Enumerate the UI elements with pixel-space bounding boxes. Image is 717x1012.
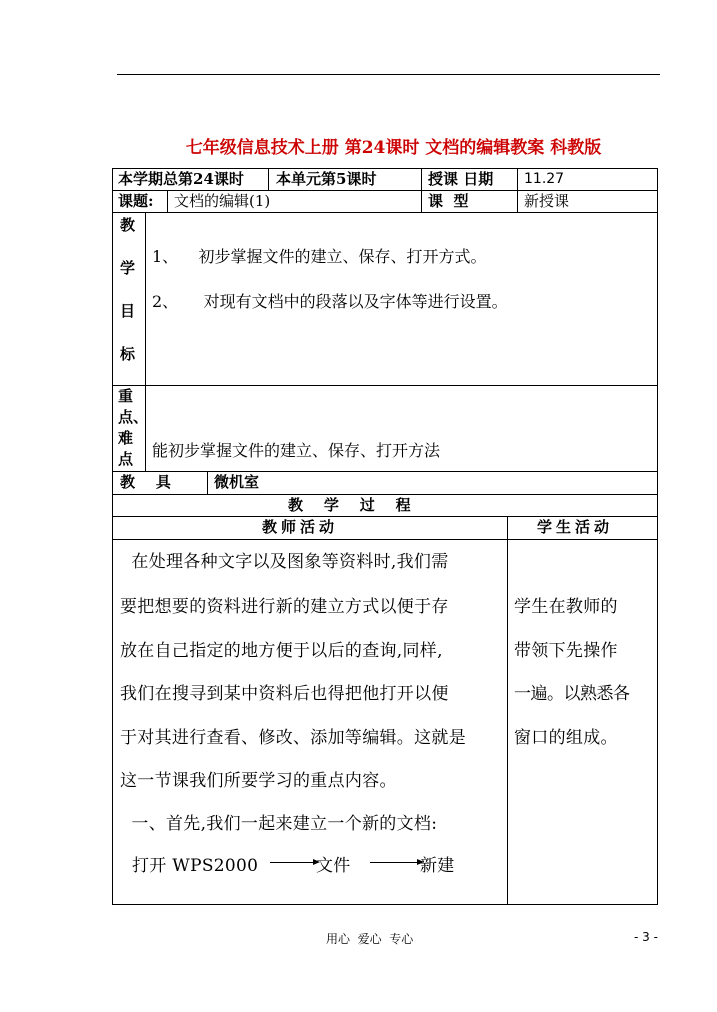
student-line: 学生在教师的 <box>514 597 618 617</box>
key-points-label-char: 重 <box>118 387 134 405</box>
objective-item: 2、 对现有文档中的段落以及字体等进行设置。 <box>152 292 508 311</box>
equipment-label: 教 具 <box>120 473 171 491</box>
key-points-label-char: 难 <box>118 429 134 447</box>
new-menu-text: 新建 <box>420 856 455 876</box>
teacher-line: 这一节课我们所要学习的重点内容。 <box>120 771 397 791</box>
arrow-icon <box>370 862 422 863</box>
student-line: 窗口的组成。 <box>514 728 618 748</box>
type-label: 课 型 <box>428 192 469 210</box>
file-menu-text: 文件 <box>316 856 351 876</box>
teacher-line: 一、首先,我们一起来建立一个新的文档: <box>120 814 438 834</box>
date-label: 授课 日期 <box>428 170 494 188</box>
footer-motto: 用心 爱心 专心 <box>326 932 414 946</box>
objective-item: 1、 初步掌握文件的建立、保存、打开方式。 <box>152 247 487 266</box>
topic-value: 文档的编辑(1) <box>174 192 271 210</box>
key-points-label-char: 点、 <box>118 408 149 426</box>
type-value: 新授课 <box>524 192 570 210</box>
student-line: 带领下先操作 <box>514 641 618 661</box>
teacher-line: 我们在搜寻到某中资料后也得把他打开以便 <box>120 684 449 704</box>
teacher-line: 于对其进行查看、修改、添加等编辑。这就是 <box>120 728 466 748</box>
objectives-label-char: 教 <box>120 216 136 234</box>
teacher-line: 放在自己指定的地方便于以后的查询,同样, <box>120 641 443 661</box>
topic-label: 课题: <box>118 192 154 210</box>
header-rule <box>117 74 660 75</box>
key-points-label-char: 点 <box>118 450 134 468</box>
objectives-label-char: 标 <box>120 345 136 363</box>
date-value: 11.27 <box>524 171 565 187</box>
page-number: - 3 - <box>634 930 658 944</box>
student-line: 一遍。以熟悉各 <box>514 684 630 704</box>
equipment-value: 微机室 <box>214 473 260 491</box>
process-header: 教 学 过 程 <box>288 496 411 514</box>
unit-lesson-label: 本单元第5课时 <box>276 170 377 188</box>
objectives-label-char: 目 <box>120 302 136 320</box>
arrow-icon <box>270 862 318 863</box>
key-points-text: 能初步掌握文件的建立、保存、打开方法 <box>152 441 441 460</box>
open-wps-text: 打开 WPS2000 <box>132 856 259 876</box>
teacher-line: 要把想要的资料进行新的建立方式以便于存 <box>120 597 449 617</box>
document-title: 七年级信息技术上册 第24课时 文档的编辑教案 科教版 <box>185 138 602 158</box>
teacher-activity-header: 教师活动 <box>262 518 339 536</box>
objectives-label-char: 学 <box>120 259 136 277</box>
teacher-line: 在处理各种文字以及图象等资料时,我们需 <box>120 552 449 572</box>
total-lesson-label: 本学期总第24课时 <box>118 170 244 188</box>
student-activity-header: 学生活动 <box>537 518 614 536</box>
